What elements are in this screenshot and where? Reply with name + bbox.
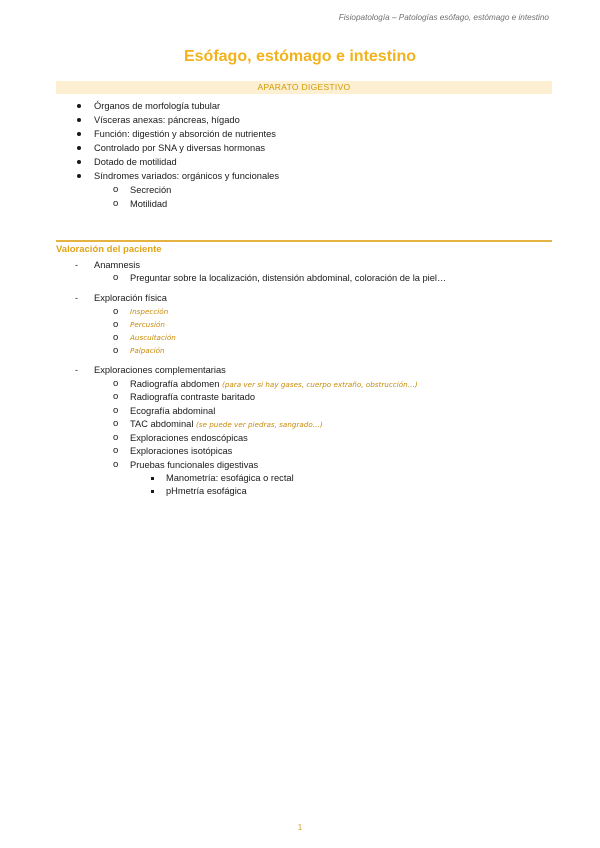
circle-bullet-icon: o: [113, 319, 119, 330]
list-item: Manometría: esofágica o rectal: [166, 473, 294, 483]
bullet-icon: [77, 146, 81, 150]
square-bullet-icon: [151, 477, 154, 480]
list-item: Auscultación: [130, 333, 176, 342]
page-title: Esófago, estómago e intestino: [183, 48, 417, 65]
group-label: Anamnesis: [94, 260, 140, 270]
circle-bullet-icon: o: [113, 378, 119, 389]
circle-bullet-icon: o: [113, 445, 119, 456]
item-text: TAC abdominal: [130, 419, 194, 429]
list-item: Preguntar sobre la localización, distensión abdominal, coloración de la piel…: [130, 273, 447, 283]
list-item: Dotado de motilidad: [94, 157, 177, 167]
bullet-icon: [77, 104, 81, 108]
list-item: Radiografía contraste baritado: [130, 392, 256, 402]
list-item: Motilidad: [130, 199, 168, 209]
group-label: Exploraciones complementarias: [94, 365, 226, 375]
bullet-icon: [77, 132, 81, 136]
circle-bullet-icon: o: [113, 418, 119, 429]
circle-bullet-icon: o: [113, 432, 119, 443]
handwritten-note: (se puede ver piedras, sangrado…): [195, 420, 323, 429]
page-number: 1: [297, 822, 303, 832]
list-item: Pruebas funcionales digestivas: [130, 460, 259, 470]
circle-bullet-icon: o: [113, 345, 119, 356]
list-item: Síndromes variados: orgánicos y funcionales: [94, 171, 280, 181]
circle-bullet-icon: o: [113, 272, 119, 283]
list-item: Exploraciones isotópicas: [130, 446, 233, 456]
dash-icon: -: [75, 293, 78, 303]
circle-bullet-icon: o: [113, 405, 119, 416]
handwritten-note: (para ver si hay gases, cuerpo extraño, obstrucción…): [222, 380, 418, 389]
square-bullet-icon: [151, 490, 154, 493]
list-item: Palpación: [130, 346, 165, 355]
bullet-icon: [77, 118, 81, 122]
list-item: Órganos de morfología tubular: [94, 101, 221, 111]
list-item: Vísceras anexas: páncreas, hígado: [94, 115, 240, 125]
list-item: Ecografía abdominal: [130, 406, 216, 416]
bullet-icon: [77, 174, 81, 178]
circle-bullet-icon: o: [113, 391, 119, 402]
circle-bullet-icon: o: [113, 332, 119, 343]
bullet-icon: [77, 160, 81, 164]
list-item: [130, 378, 418, 391]
dash-icon: -: [75, 260, 78, 270]
running-header: Fisiopatología – Patologías esófago, estómago e intestino: [338, 13, 549, 22]
circle-bullet-icon: o: [113, 198, 119, 209]
item-text: Radiografía abdomen: [130, 379, 220, 389]
list-item: Exploraciones endoscópicas: [130, 433, 248, 443]
section-divider: [56, 240, 552, 242]
list-item: Secreción: [130, 185, 172, 195]
list-item: Función: digestión y absorción de nutrientes: [94, 129, 276, 139]
group-label: Exploración física: [94, 293, 167, 303]
list-item: Controlado por SNA y diversas hormonas: [94, 143, 266, 153]
list-item: Inspección: [130, 307, 169, 316]
dash-icon: -: [75, 365, 78, 375]
section-title: Valoración del paciente: [56, 244, 162, 255]
circle-bullet-icon: o: [113, 306, 119, 317]
list-item: Percusión: [130, 320, 165, 329]
section-banner: APARATO DIGESTIVO: [56, 81, 552, 94]
list-item: [130, 418, 323, 431]
circle-bullet-icon: o: [113, 184, 119, 195]
list-item: pHmetría esofágica: [166, 486, 247, 496]
circle-bullet-icon: o: [113, 459, 119, 470]
